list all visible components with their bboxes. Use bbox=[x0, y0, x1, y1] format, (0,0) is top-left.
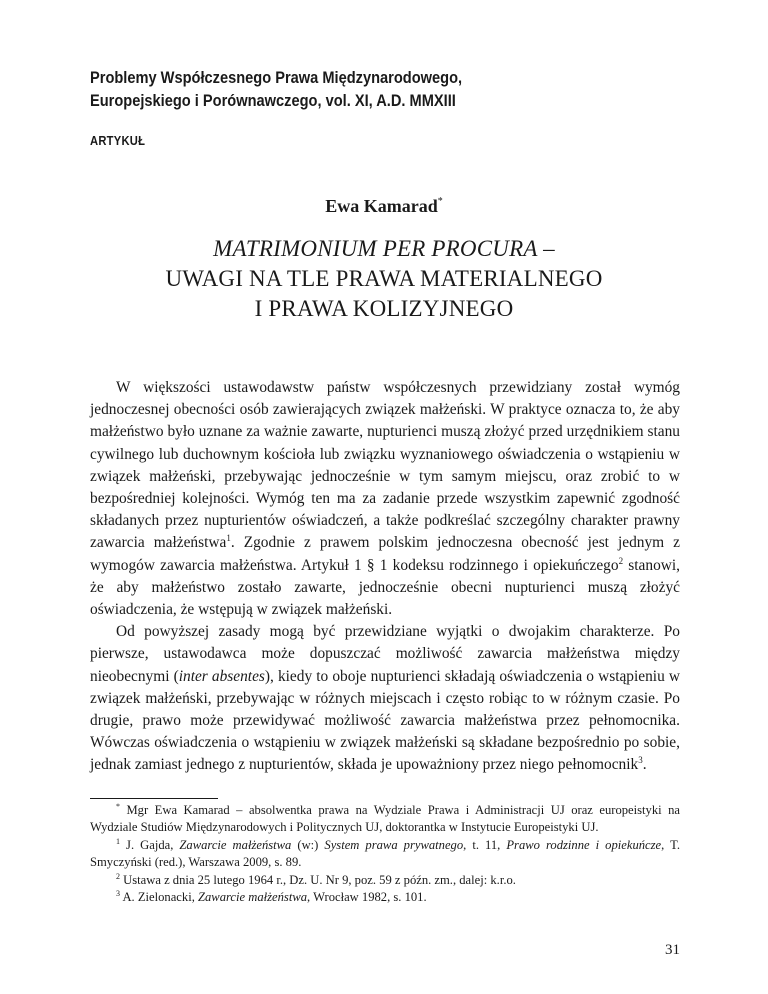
footnote-1-text-b: (w:) bbox=[291, 837, 325, 852]
footnote-star bbox=[90, 802, 680, 837]
section-label: ARTYKUŁ bbox=[90, 133, 146, 148]
footnote-ref-2: 2 bbox=[618, 555, 624, 566]
footnote-1-text-a: J. Gajda, bbox=[120, 837, 180, 852]
footnotes bbox=[90, 802, 680, 906]
footnote-3-italic: Zawarcie małżeństwa bbox=[198, 890, 308, 905]
footnote-1-italic-1: Zawarcie małżeństwa bbox=[179, 837, 292, 852]
paragraph-2-text-c: . bbox=[642, 756, 647, 774]
footnote-ref-1: 1 bbox=[226, 533, 231, 544]
page-number: 31 bbox=[665, 942, 680, 958]
footnote-separator bbox=[90, 798, 218, 799]
footnote-1-text-c: , t. 11, bbox=[463, 837, 507, 852]
author-line bbox=[0, 196, 768, 217]
title-line-3: I PRAWA KOLIZYJNEGO bbox=[254, 296, 514, 321]
paragraph-1-text-b: . Zgodnie z prawem polskim jednoczesna obecność jest jednym z wymogów zawarcia małżeństwa. Artykuł 1 § 1 kodeksu rodzinnego i opiekuńczego bbox=[90, 534, 680, 574]
footnote-2-mark: 2 bbox=[116, 871, 120, 881]
article-title bbox=[0, 234, 768, 324]
paragraph-2 bbox=[90, 621, 680, 776]
paragraph-1-text-a: W większości ustawodawstw państw współczesnych przewidziany został wymóg jednoczesnej obecności osób zawierających związek małżeński. W praktyce oznacza to, że aby małżeństwo było uznane za ważnie zawarte, nupturienci muszą złożyć przed urzędnikiem stanu cywilnego lub duchownym kościoła lub związku wyznaniowego oświadczenia o wstąpieniu w związek małżeński, przebywając jednocześnie w tym samym miejscu, oraz zrobić to w bezpośredniej kolejności. Wymóg ten ma za zadanie przede wszystkim zapewnić zgodność składanych przez nupturientów oświadczeń, a także podkreślać szczególny charakter prawny zawarcia małżeństwa bbox=[90, 379, 680, 552]
footnote-1 bbox=[90, 837, 680, 872]
journal-title-line-2: Europejskiego i Porównawczego, vol. XI, A.D. MMXIII bbox=[90, 91, 456, 110]
footnote-star-text: Mgr Ewa Kamarad – absolwentka prawa na Wydziale Prawa i Administracji UJ oraz europeistyki na Wydziale Studiów Międzynarodowych i Politycznych UJ, doktorantka w Instytucie Europeistyki UJ. bbox=[90, 803, 680, 835]
paragraph-1-text-c: stanowi, że aby małżeństwo zostało zawarte, jednocześnie obecni nupturienci muszą złożyć oświadczenia, że wstępują w związek małżeński. bbox=[90, 556, 681, 619]
journal-title-line-1: Problemy Współczesnego Prawa Międzynarodowego, bbox=[90, 68, 463, 87]
journal-header bbox=[90, 66, 606, 112]
paragraph-2-italic: inter absentes bbox=[178, 667, 265, 685]
author-footnote-mark: * bbox=[437, 196, 443, 207]
paragraph-2-text-b: ), kiedy to oboje nupturienci składają oświadczenia o wstąpieniu w związek małżeński, przebywając w różnych miejscach i często robiąc to w różnym czasie. Po drugie, prawo może przewidywać możliwość zawarcia małżeństwa przez pełnomocnika. Wówczas oświadczenia o wstąpieniu w związek małżeński są składane bezpośrednio po sobie, jednak zamiast jednego z nupturientów, składa je upoważniony przez niego pełnomocnik bbox=[90, 667, 680, 774]
footnote-1-mark: 1 bbox=[116, 836, 120, 846]
footnote-star-mark: * bbox=[116, 802, 120, 811]
footnote-ref-3: 3 bbox=[638, 755, 643, 766]
paragraph-1 bbox=[90, 377, 680, 621]
title-line-2: UWAGI NA TLE PRAWA MATERIALNEGO bbox=[165, 266, 603, 291]
title-line-1: MATRIMONIUM PER PROCURA – bbox=[213, 236, 555, 261]
footnote-2 bbox=[90, 872, 680, 889]
paragraph-2-text-a: Od powyższej zasady mogą być przewidziane wyjątki o dwojakim charakterze. Po pierwsze, ustawodawca może dopuszczać możliwość zawarcia małżeństwa między nieobecnymi ( bbox=[90, 623, 680, 685]
footnote-3 bbox=[90, 889, 680, 906]
footnote-2-text: Ustawa z dnia 25 lutego 1964 r., Dz. U. Nr 9, poz. 59 z późn. zm., dalej: k.r.o. bbox=[120, 872, 516, 887]
footnote-1-italic-3: Prawo rodzinne i opiekuńcze bbox=[506, 837, 662, 852]
author-name: Ewa Kamarad bbox=[325, 196, 438, 216]
footnote-3-mark: 3 bbox=[116, 889, 120, 899]
footnote-1-text-d: , T. Smyczyński (red.), Warszawa 2009, s. 89. bbox=[90, 837, 680, 870]
body-text bbox=[90, 377, 680, 777]
footnote-1-italic-2: System prawa prywatnego bbox=[324, 837, 464, 852]
footnote-3-text-b: , Wrocław 1982, s. 101. bbox=[307, 890, 427, 905]
footnote-3-text-a: A. Zielonacki, bbox=[120, 890, 198, 905]
